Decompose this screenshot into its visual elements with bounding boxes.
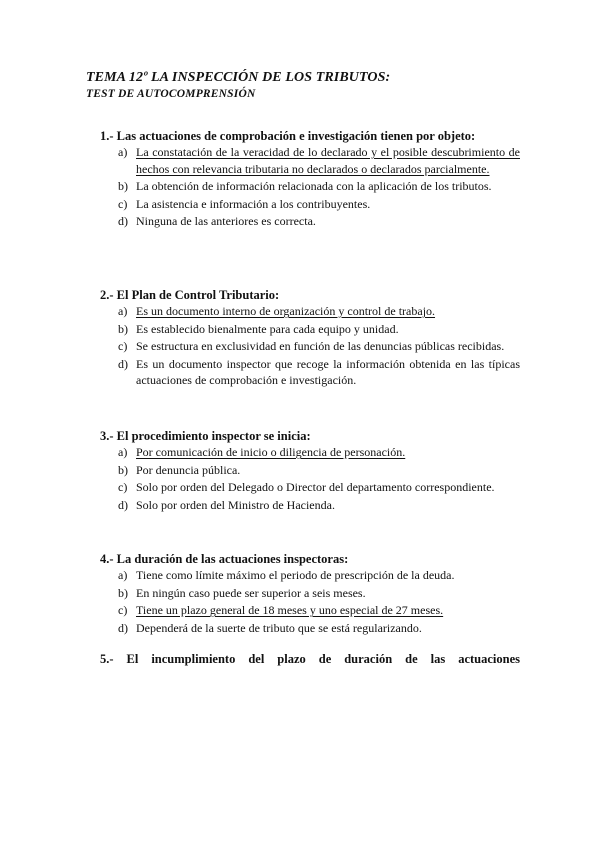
option-text: Tiene como límite máximo el periodo de prescripción de la deuda. (136, 568, 455, 582)
option-label: b) (118, 321, 128, 336)
question-heading: 2.- El Plan de Control Tributario: (100, 288, 280, 302)
option-text: La asistencia e información a los contribuyentes. (136, 196, 371, 211)
option-c (100, 196, 520, 213)
option-text: Es un documento inspector que recoge la información obtenida en las típicas actuaciones de comprobación e investigación. (136, 356, 520, 387)
option-label: b) (118, 179, 128, 193)
option-label: d) (118, 356, 128, 371)
option-text: Tiene un plazo general de 18 meses y uno especial de 27 meses. (136, 603, 444, 617)
option-b (100, 462, 520, 479)
option-list (100, 144, 520, 230)
option-label: c) (118, 339, 128, 353)
option-label: c) (118, 196, 128, 211)
question-heading: 3.- El procedimiento inspector se inicia: (100, 429, 311, 443)
question-2 (100, 287, 520, 390)
option-b (100, 178, 520, 195)
page-title: TEMA 12º LA INSPECCIÓN DE LOS TRIBUTOS: (86, 70, 391, 85)
option-text: La constatación de la veracidad de lo declarado y el posible descubrimiento de hechos con relevancia tributaria no declarados o declarados parcialmente. (136, 145, 520, 176)
question-5 (100, 651, 520, 667)
option-c (100, 338, 520, 355)
option-label: a) (118, 568, 128, 582)
option-label: a) (118, 304, 128, 318)
option-text: Ninguna de las anteriores es correcta. (136, 214, 316, 228)
option-a (100, 303, 520, 320)
option-label: d) (118, 620, 128, 635)
option-label: b) (118, 585, 128, 600)
option-b (100, 321, 520, 338)
option-text: Solo por orden del Delegado o Director del departamento correspondiente. (136, 480, 495, 494)
question-heading: 4.- La duración de las actuaciones inspectoras: (100, 552, 349, 566)
option-text: Solo por orden del Ministro de Hacienda. (136, 497, 335, 512)
question-heading: 1.- Las actuaciones de comprobación e investigación tienen por objeto: (100, 129, 476, 143)
option-a (100, 567, 520, 584)
option-list (100, 567, 520, 636)
option-list (100, 303, 520, 389)
option-c (100, 602, 520, 619)
question-3 (100, 428, 520, 514)
question-4 (100, 551, 520, 637)
option-d (100, 356, 520, 389)
option-label: d) (118, 497, 128, 512)
option-d (100, 213, 520, 230)
question-1 (100, 128, 520, 231)
option-text: En ningún caso puede ser superior a seis meses. (136, 585, 366, 600)
option-label: b) (118, 462, 128, 477)
option-a (100, 144, 520, 177)
option-label: c) (118, 480, 128, 494)
option-text: Es establecido bienalmente para cada equipo y unidad. (136, 321, 399, 336)
option-list (100, 444, 520, 513)
option-text: La obtención de información relacionada con la aplicación de los tributos. (136, 179, 492, 193)
option-a (100, 444, 520, 461)
option-label: d) (118, 214, 128, 228)
page-subtitle: TEST DE AUTOCOMPRENSIÓN (86, 88, 256, 100)
option-text: Se estructura en exclusividad en función de las denuncias públicas recibidas. (136, 339, 505, 353)
option-label: c) (118, 603, 128, 617)
question-heading: 5.- El incumplimiento del plazo de duración de las actuaciones (100, 652, 520, 666)
option-label: a) (118, 145, 128, 159)
option-text: Dependerá de la suerte de tributo que se está regularizando. (136, 620, 422, 635)
option-label: a) (118, 445, 128, 459)
option-d (100, 620, 520, 637)
option-c (100, 479, 520, 496)
option-text: Por comunicación de inicio o diligencia de personación. (136, 445, 406, 459)
option-d (100, 497, 520, 514)
option-text: Por denuncia pública. (136, 462, 241, 477)
option-b (100, 585, 520, 602)
option-text: Es un documento interno de organización y control de trabajo. (136, 304, 436, 318)
